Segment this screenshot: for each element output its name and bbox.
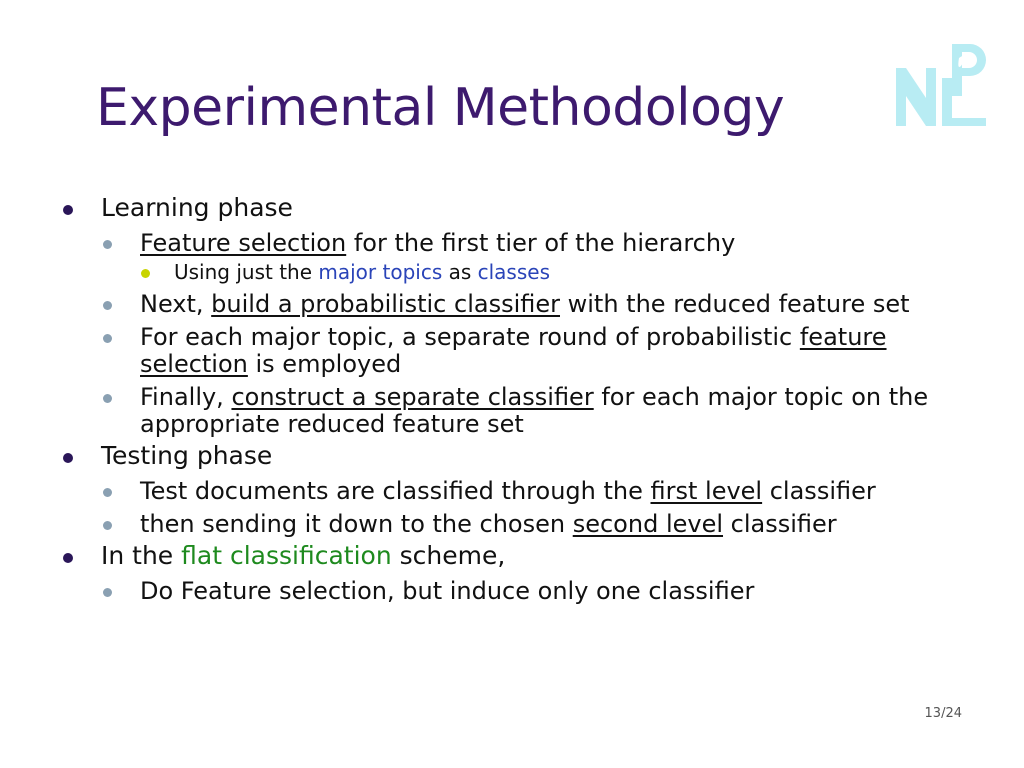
bullet-text: as [442, 260, 478, 284]
underlined-text: second level [572, 510, 724, 538]
bullet-dot [103, 240, 112, 249]
bullet-learning-phase [0, 192, 1024, 224]
highlight-flat-classification: flat classification [181, 541, 392, 570]
bullet-build-classifier [0, 291, 1024, 318]
bullet-dot [103, 301, 112, 310]
underlined-text: construct a separate classifier [231, 383, 594, 411]
bullet-finally [0, 384, 1024, 438]
bullet-feature-selection [0, 230, 1024, 257]
underlined-text: Feature selection [140, 229, 347, 257]
bullet-text: classifier [723, 510, 837, 538]
bullet-text: Using just the [174, 260, 319, 284]
bullet-flat-classification [0, 540, 1024, 572]
bullet-text: In the [101, 541, 182, 570]
highlight-major-topics: major topics [318, 260, 443, 284]
bullet-using-major-topics [0, 259, 1024, 285]
nlp-logo [892, 38, 992, 130]
bullet-dot [103, 488, 112, 497]
bullet-dot [103, 334, 112, 343]
bullet-dot [63, 553, 73, 563]
highlight-classes: classes [477, 260, 550, 284]
bullet-text: Test documents are classified through the [140, 477, 651, 505]
bullet-text: then sending it down to the chosen [140, 510, 573, 538]
bullet-for-each-topic [0, 324, 1024, 378]
bullet-dot [63, 453, 73, 463]
bullet-text: classifier [762, 477, 876, 505]
bullet-text: is employed [247, 350, 402, 378]
bullet-testing-phase [0, 440, 1024, 472]
bullet-text: for each major topic on the appropriate reduced feature set [140, 383, 929, 438]
bullet-dot [103, 588, 112, 597]
bullet-text: scheme, [391, 541, 506, 570]
bullet-dot [103, 394, 112, 403]
bullet-text: Next, [140, 290, 212, 318]
slide-body [0, 190, 1024, 605]
bullet-text: Finally, [140, 383, 232, 411]
slide-title: Experimental Methodology [96, 78, 785, 138]
bullet-text: Learning phase [101, 193, 293, 222]
underlined-text: first level [650, 477, 763, 505]
bullet-text: Do Feature selection, but induce only one classifier [140, 577, 755, 605]
underlined-text: build a probabilistic classifier [211, 290, 560, 318]
bullet-dot [63, 205, 73, 215]
bullet-dot [141, 269, 150, 278]
bullet-dot [103, 521, 112, 530]
bullet-text: Testing phase [101, 441, 273, 470]
bullet-text: for the first tier of the hierarchy [346, 229, 736, 257]
bullet-second-level [0, 511, 1024, 538]
bullet-text: with the reduced feature set [560, 290, 910, 318]
page-number: 13/24 [924, 706, 962, 721]
bullet-text: For each major topic, a separate round of probabilistic [140, 323, 800, 351]
bullet-do-feature-selection [0, 578, 1024, 605]
underlined-text: feature selection [140, 323, 887, 378]
bullet-test-documents [0, 478, 1024, 505]
